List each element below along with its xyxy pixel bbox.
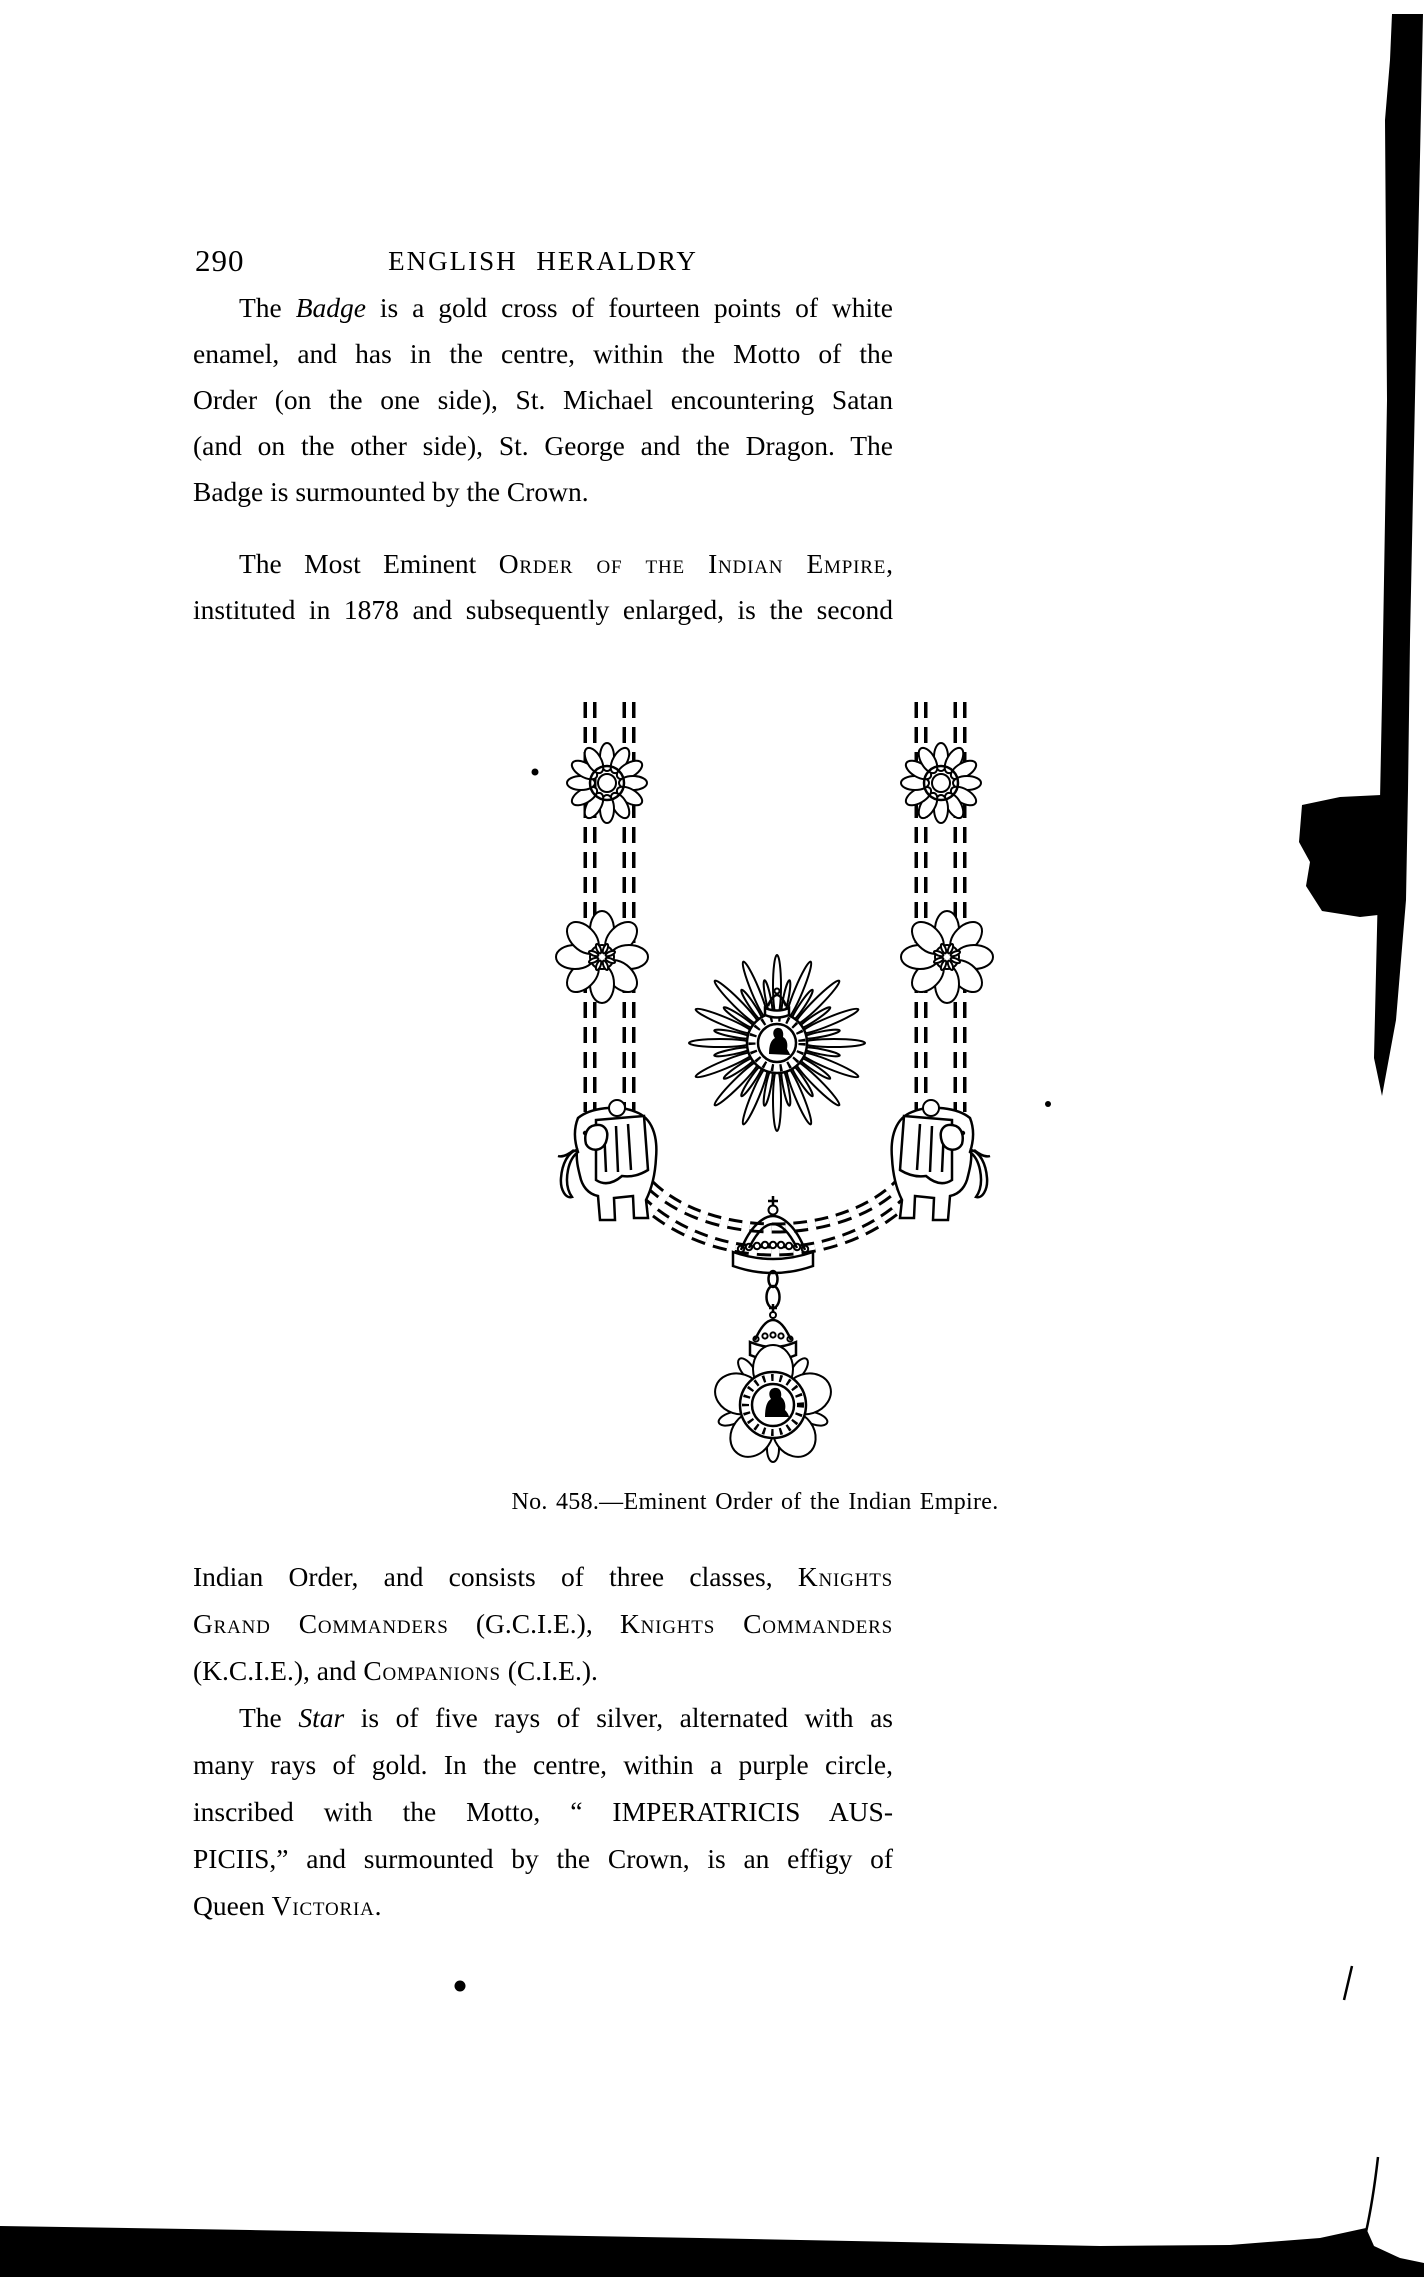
text-run: many rays of gold. In the centre, within a purple circle,	[193, 1749, 893, 1780]
text-run: PICIIS,” and surmounted by the Crown, is an effigy of	[193, 1843, 893, 1874]
text-run: ,	[886, 548, 893, 579]
text-run: instituted in 1878 and subsequently enlarged, is the second	[193, 594, 893, 625]
text-run: is a gold cross of fourteen points of white	[365, 292, 893, 323]
rosette-top-right	[901, 743, 981, 823]
smallcaps-text: Order of the Indian Empire	[498, 548, 887, 579]
smallcaps-text: Knights Commanders	[619, 1608, 893, 1639]
lotus-mid-right	[901, 911, 993, 1003]
text-run: Order (on the one side), St. Michael encountering Satan	[193, 384, 893, 415]
text-run: The	[239, 1702, 299, 1733]
text-run: inscribed with the Motto, “ IMPERATRICIS AUS-	[193, 1796, 893, 1827]
text-run: (G.C.I.E.),	[448, 1608, 620, 1639]
text-run: .	[374, 1890, 382, 1921]
lotus-mid-left	[556, 911, 648, 1003]
page-number: 290	[195, 243, 245, 278]
badge-rose-core	[740, 1372, 806, 1438]
elephant-left	[558, 1100, 656, 1220]
text-run: Queen	[193, 1890, 272, 1921]
text-run: Indian Order, and consists of three classes,	[193, 1561, 798, 1592]
scan-artifact-bottom-bar	[0, 1966, 1424, 2277]
italic-text: Badge	[295, 292, 366, 323]
text-run: (K.C.I.E.), and	[193, 1655, 364, 1686]
smallcaps-text: Companions	[363, 1655, 501, 1686]
elephant-right	[892, 1100, 990, 1220]
crown-on-collar	[733, 1196, 813, 1273]
text-run: (and on the other side), St. George and the Dragon. The	[193, 430, 893, 461]
figure-caption: No. 458.—Eminent Order of the Indian Empire.	[511, 1489, 999, 1515]
text-run: enamel, and has in the centre, within the Motto of the	[193, 338, 893, 369]
running-header: ENGLISH HERALDRY	[388, 246, 698, 276]
italic-text: Star	[298, 1702, 345, 1733]
text-run: is of five rays of silver, alternated with as	[344, 1702, 893, 1733]
text-run: (C.I.E.).	[500, 1655, 598, 1686]
scan-artifact-right-band	[1299, 14, 1423, 1096]
smallcaps-text: Grand Commanders	[193, 1608, 449, 1639]
text-run: The	[239, 292, 296, 323]
smallcaps-text: Victoria	[271, 1890, 375, 1921]
smallcaps-text: Knights	[797, 1561, 893, 1592]
text-run: The Most Eminent	[239, 548, 499, 579]
pendant-links	[767, 1271, 780, 1308]
text-run: Badge is surmounted by the Crown.	[193, 476, 589, 507]
